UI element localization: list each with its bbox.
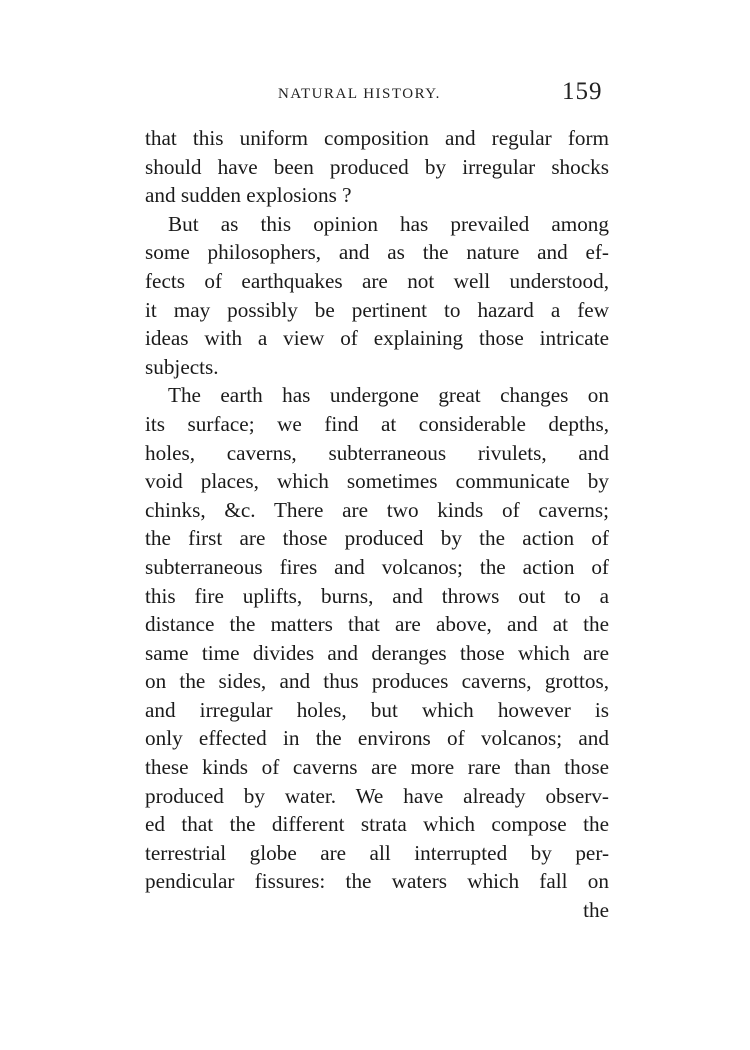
text-line: it may possibly be pertinent to hazard a few bbox=[145, 297, 609, 322]
text-line: and sudden explosions ? bbox=[145, 183, 352, 208]
text-line: the first are those produced by the action of bbox=[145, 526, 609, 551]
text-line: But as this opinion has prevailed among bbox=[168, 211, 609, 236]
text-line: void places, which sometimes communicate by bbox=[145, 469, 609, 494]
text-line: pendicular fissures: the waters which fall on bbox=[145, 869, 609, 894]
text-line: only effected in the environs of volcanos; and bbox=[145, 726, 609, 751]
text-line: and irregular holes, but which however is bbox=[145, 697, 609, 722]
text-line: some philosophers, and as the nature and ef- bbox=[145, 240, 609, 265]
text-line: chinks, &c. There are two kinds of caverns; bbox=[145, 497, 609, 522]
text-line: subterraneous fires and volcanos; the action of bbox=[145, 554, 609, 579]
body-text bbox=[145, 124, 609, 925]
paragraph-1 bbox=[145, 124, 609, 210]
paragraph-3 bbox=[145, 381, 609, 896]
text-line: subjects. bbox=[145, 354, 219, 379]
page-number: 159 bbox=[562, 78, 603, 105]
text-line: holes, caverns, subterraneous rivulets, and bbox=[145, 440, 609, 465]
text-line: The earth has undergone great changes on bbox=[168, 383, 609, 408]
text-line: distance the matters that are above, and at the bbox=[145, 612, 609, 637]
text-line: fects of earthquakes are not well understood, bbox=[145, 268, 609, 293]
text-line: should have been produced by irregular shocks bbox=[145, 154, 609, 179]
text-line: same time divides and deranges those which are bbox=[145, 640, 609, 665]
text-line: terrestrial globe are all interrupted by per- bbox=[145, 840, 609, 865]
paragraph-2 bbox=[145, 210, 609, 382]
text-line: on the sides, and thus produces caverns, grottos, bbox=[145, 669, 609, 694]
text-line: produced by water. We have already observ- bbox=[145, 783, 609, 808]
running-title: NATURAL HISTORY. bbox=[278, 86, 441, 102]
catchword: the bbox=[583, 898, 609, 923]
text-line: ideas with a view of explaining those intricate bbox=[145, 326, 609, 351]
text-line: ed that the different strata which compose the bbox=[145, 812, 609, 837]
text-line: this fire uplifts, burns, and throws out to a bbox=[145, 583, 609, 608]
text-line: these kinds of caverns are more rare than those bbox=[145, 755, 609, 780]
text-line: that this uniform composition and regular form bbox=[145, 126, 609, 150]
text-line: its surface; we find at considerable depths, bbox=[145, 411, 609, 436]
